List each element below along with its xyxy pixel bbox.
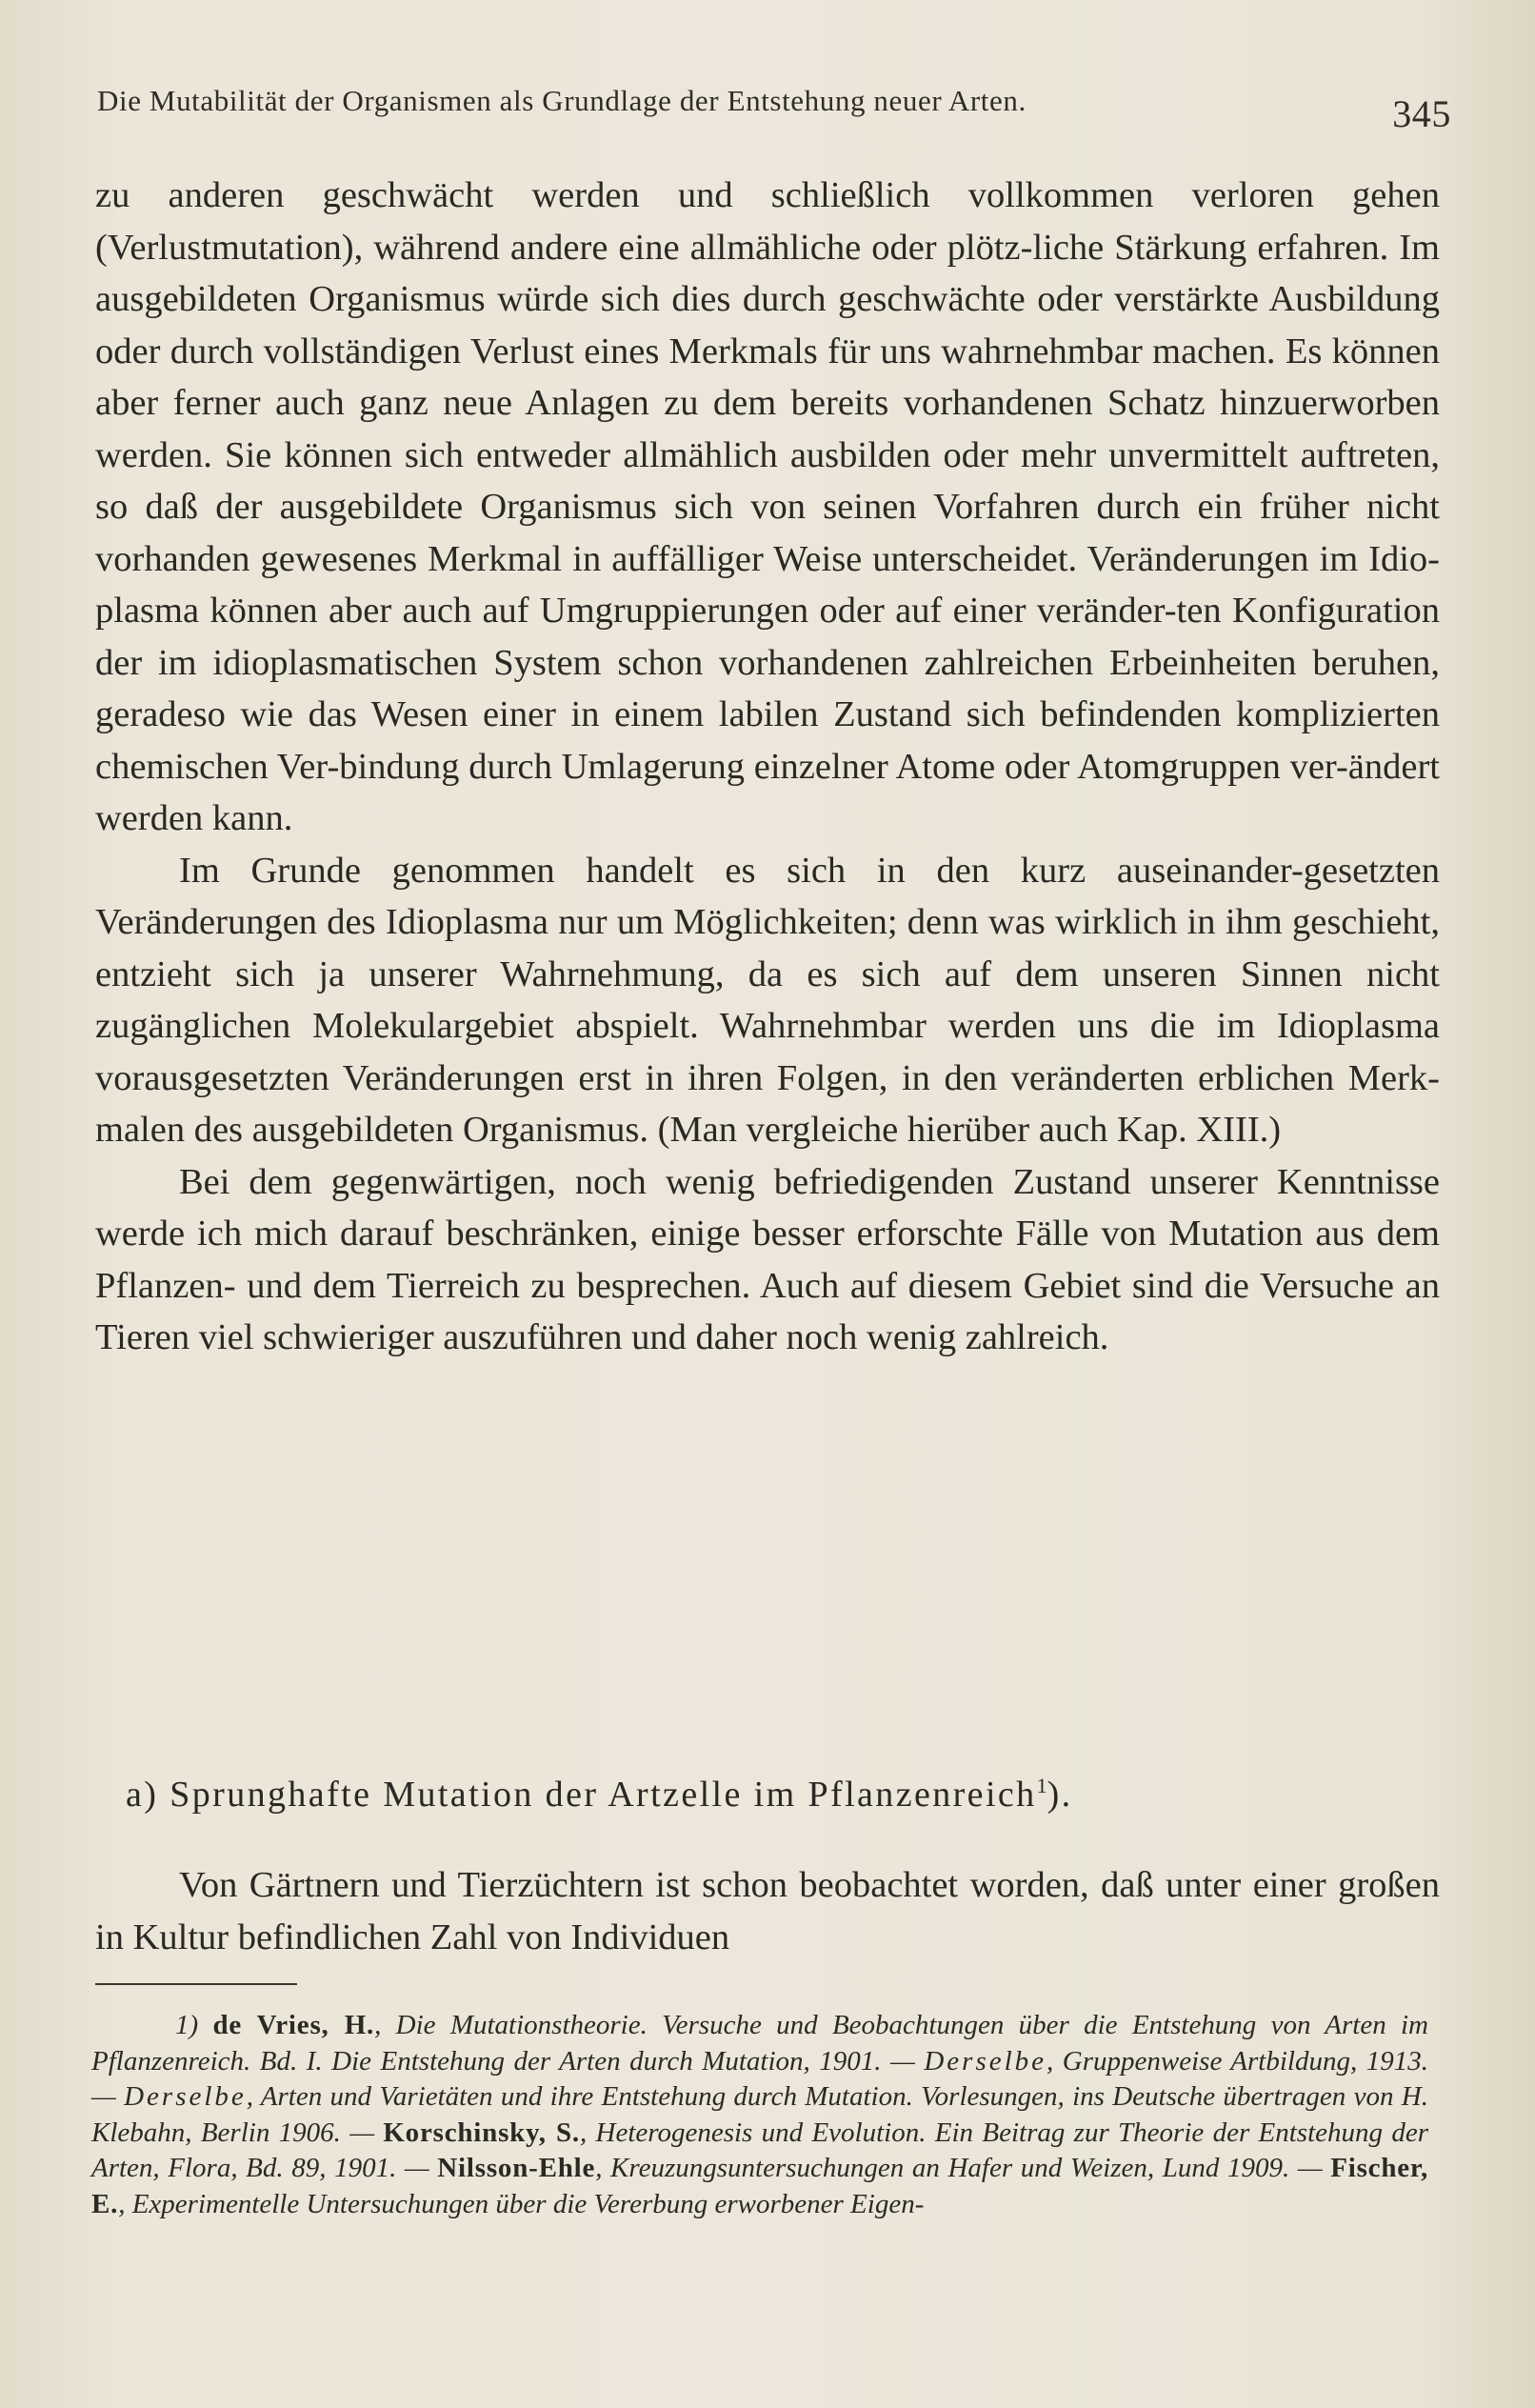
paragraph-gardeners: Von Gärtnern und Tierzüchtern ist schon beobachtet worden, daß unter einer großen in Kultur befindlichen Zahl von Individuen (95, 1865, 1440, 1957)
running-title: Die Mutabilität der Organismen als Grundlage der Entstehung neuer Arten. (97, 84, 1027, 117)
section-heading-closing: ). (1047, 1775, 1073, 1815)
section-body (95, 1859, 1440, 1963)
citation-author-ref: Derselbe (924, 2045, 1047, 2077)
paragraph-idioplasma: Im Grunde genommen handelt es sich in den kurz auseinander-gesetzten Veränderungen des Idioplasma nur um Möglichkeiten; denn was wirklich in ihm geschieht, entzieht sich ja unserer Wahrnehmung, da es sich auf dem unseren Sinnen nicht zugänglichen Molekulargebiet abspielt. Wahrnehmbar werden uns die im Idioplasma vorausgesetzten Veränderungen erst in ihren Folgen, in den veränderten erblichen Merk-malen des ausgebildeten Organismus. (Man vergleiche hierüber auch Kap. XIII.) (95, 850, 1440, 1150)
footnote-reference: 1 (1036, 1774, 1047, 1797)
paragraph-current-state: Bei dem gegenwärtigen, noch wenig befriedigenden Zustand unserer Kenntnisse werde ich mich darauf beschränken, einige besser erforschte Fälle von Mutation aus dem Pflanzen- und dem Tierreich zu besprechen. Auch auf diesem Gebiet sind die Versuche an Tieren viel schwieriger auszuführen und daher noch wenig zahlreich. (95, 1161, 1440, 1357)
citation-author: Korschinsky, S. (383, 2117, 580, 2148)
citation-text: , Die Mutationstheorie. Versuche und Beobachtungen über die Entstehung von Arten im Pflanzenreich. Bd. I. Die Entstehung der Arten durch Mutation, 1901. — (91, 2010, 1428, 2077)
section-heading-text: a) Sprunghafte Mutation der Artzelle im Pflanzenreich (126, 1775, 1037, 1815)
footnote-marker: 1) (175, 2010, 199, 2040)
citation-author: Fischer, E. (91, 2153, 1428, 2219)
footnote-text (91, 2008, 1428, 2223)
citation-text: , Heterogenesis und Evolution. Ein Beitrag zur Theorie der Entstehung der Arten, Flora, Bd. 89, 1901. — (91, 2117, 1428, 2184)
citation-author-ref: Derselbe (124, 2081, 247, 2113)
section-heading (126, 1774, 1073, 1816)
paragraph-continuation: zu anderen geschwächt werden und schließlich vollkommen verloren gehen (Verlustmutation), während andere eine allmähliche oder plötz-liche Stärkung erfahren. Im ausgebildeten Organismus würde sich dies durch geschwächte oder verstärkte Ausbildung oder durch vollständigen Verlust eines Merkmals für uns wahrnehmbar machen. Es können aber ferner auch ganz neue Anlagen zu dem bereits vorhandenen Schatz hinzuerworben werden. Sie können sich entweder allmählich ausbilden oder mehr unvermittelt auftreten, so daß der ausgebildete Organismus sich von seinen Vorfahren durch ein früher nicht vorhanden gewesenes Merkmal in auffälliger Weise unterscheidet. Veränderungen im Idio-plasma können aber auch auf Umgruppierungen oder auf einer veränder-ten Konfiguration der im idioplasmatischen System schon vorhandenen zahlreichen Erbeinheiten beruhen, geradeso wie das Wesen einer in einem labilen Zustand sich befindenden komplizierten chemischen Ver-bindung durch Umlagerung einzelner Atome oder Atomgruppen ver-ändert werden kann. (95, 175, 1440, 838)
citation-author: Nilsson-Ehle (437, 2153, 596, 2184)
citation-text: , Arten und Varietäten und ihre Entstehung durch Mutation. Vorlesungen, ins Deutsche übertragen von H. Klebahn, Berlin 1906. — (91, 2081, 1428, 2148)
citation-text: , Experimentelle Untersuchungen über die Vererbung erworbener Eigen- (118, 2188, 925, 2219)
main-text (95, 170, 1440, 1364)
citation-text: , Kreuzungsuntersuchungen an Hafer und Weizen, Lund 1909. — (595, 2153, 1331, 2184)
citation-text: , Gruppenweise Artbildung, 1913. — (91, 2045, 1428, 2113)
page-number: 345 (1392, 92, 1451, 135)
citation-author: de Vries, H. (212, 2010, 375, 2040)
footnote (91, 2008, 1428, 2223)
footnote-divider (95, 1983, 297, 1985)
